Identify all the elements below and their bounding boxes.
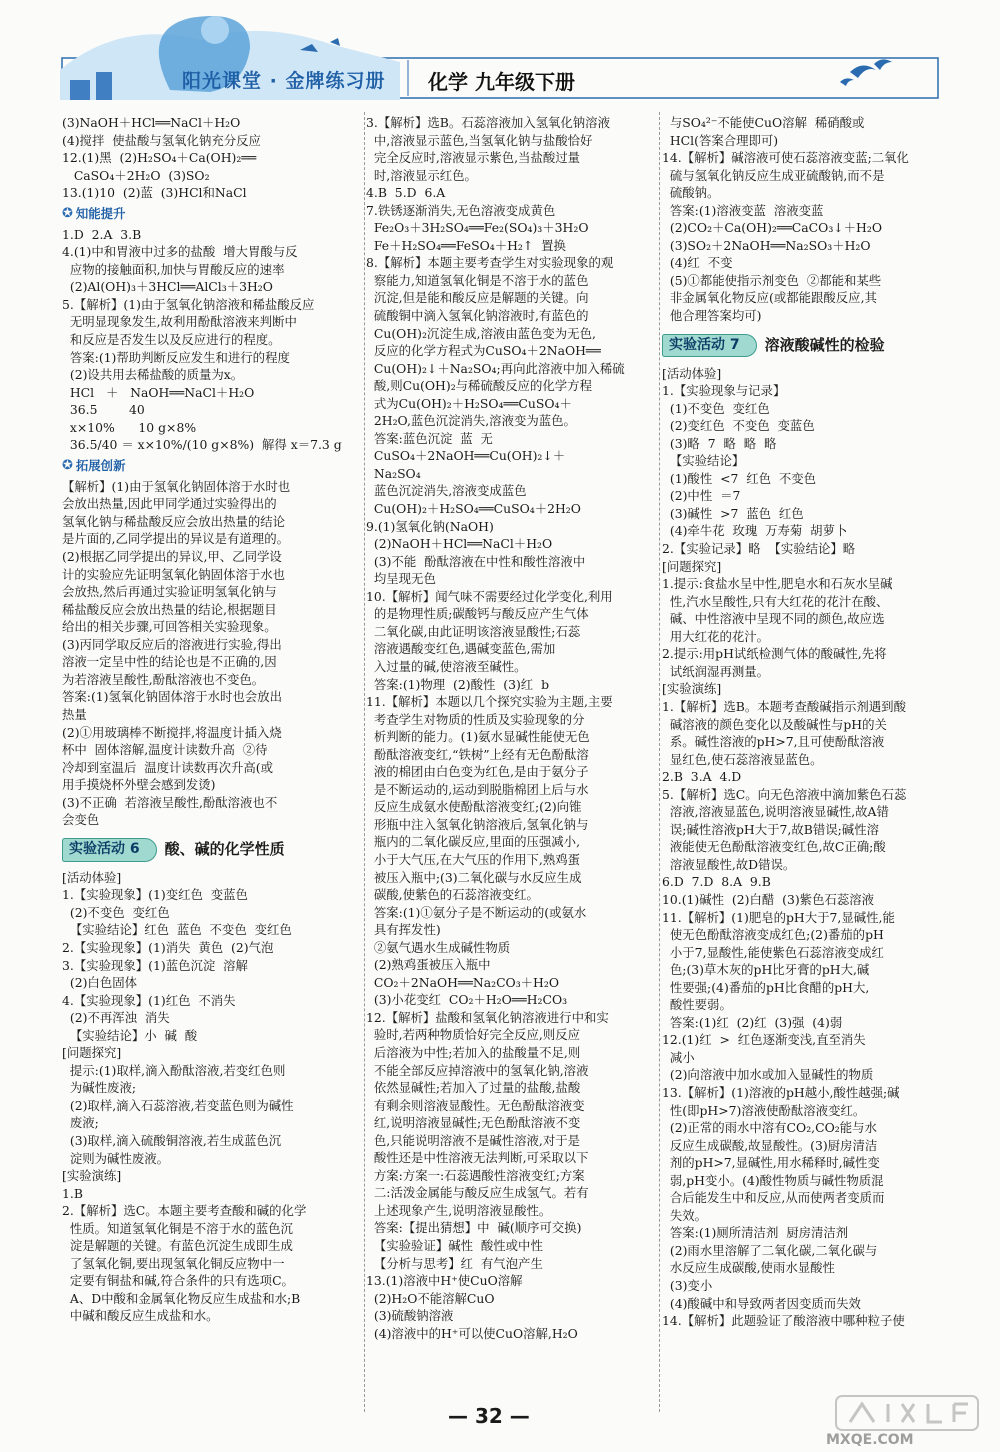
column-divider bbox=[659, 112, 660, 1412]
answer-line: 1.【实验现象与记录】 bbox=[662, 383, 786, 399]
answer-line: 硫酸铜中滴入氢氧化钠溶液时,有蓝色的 bbox=[366, 308, 589, 324]
answer-line: 10.(1)碱性 (2)白醋 (3)紫色石蕊溶液 bbox=[662, 891, 875, 907]
answer-line: [活动体验] bbox=[62, 869, 122, 885]
answer-line: 时,溶液显示红色。 bbox=[366, 167, 477, 183]
answer-line: (4)红 不变 bbox=[662, 255, 733, 271]
answer-line: 给出的相关步骤,可回答相关实验现象。 bbox=[62, 619, 277, 635]
answer-line: 14.【解析】此题验证了酸溶液中哪种粒子使 bbox=[662, 1313, 905, 1329]
answer-line: (3)SO₂＋2NaOH══Na₂SO₃＋H₂O bbox=[662, 237, 871, 253]
answer-line: 稀盐酸反应会放出热量的结论,根据题目 bbox=[62, 601, 277, 617]
section-heading bbox=[62, 203, 364, 225]
answer-line: 被压入瓶中;(3)二氧化碳与水反应生成 bbox=[366, 869, 582, 885]
answer-line: 会变色 bbox=[62, 812, 100, 828]
answer-line: 5.【解析】选C。向无色溶液中滴加紫色石蕊 bbox=[662, 786, 907, 802]
answer-line: 热量 bbox=[62, 706, 87, 722]
answer-line: 无明显现象发生,故利用酚酞溶液来判断中 bbox=[62, 314, 297, 330]
answer-line: 冷却到室温后 温度计读数再次升高(或 bbox=[62, 759, 273, 775]
answer-line: ②氨气遇水生成碱性物质 bbox=[366, 939, 511, 955]
answer-line: Fe＋H₂SO₄══FeSO₄＋H₂↑ 置换 bbox=[366, 237, 566, 253]
header-banner-art bbox=[0, 0, 1000, 112]
answer-line: 答案:(1)物理 (2)酸性 (3)红 b bbox=[366, 676, 550, 692]
answer-line: (2)熟鸡蛋被压入瓶中 bbox=[366, 957, 491, 973]
subject-grade-label: 化学 九年级下册 bbox=[428, 70, 575, 94]
answer-line: 1.【实验现象】(1)变红色 变蓝色 bbox=[62, 887, 248, 903]
answer-line: 酸性还是中性溶液无法判断,可采取以下 bbox=[366, 1150, 589, 1166]
answer-line: 水反应生成碳酸,使雨水显酸性 bbox=[662, 1260, 835, 1276]
answer-line: 6.D 7.D 8.A 9.B bbox=[662, 874, 771, 890]
answer-line: (2)Al(OH)₃＋3HCl══AlCl₃＋3H₂O bbox=[62, 279, 273, 295]
answer-line: 酸,则Cu(OH)₂与稀硫酸反应的化学方程 bbox=[366, 378, 592, 394]
answer-line: (2)CO₂＋Ca(OH)₂══CaCO₃↓＋H₂O bbox=[662, 220, 882, 236]
answer-line: 液能使无色酚酞溶液变红色,故C正确;酸 bbox=[662, 839, 886, 855]
answer-line: (2)不再浑浊 消失 bbox=[62, 1010, 170, 1026]
answer-line: 4.(1)中和胃液中过多的盐酸 增大胃酸与反 bbox=[62, 244, 298, 260]
answer-line: 1.【解析】选B。本题考查酸碱指示剂遇到酸 bbox=[662, 698, 906, 714]
answer-line: (4)酸碱中和导致两者因变质而失效 bbox=[662, 1295, 861, 1311]
answer-line: 反应的化学方程式为CuSO₄＋2NaOH══ bbox=[366, 343, 601, 359]
answer-line: 2.【实验记录】略 【实验结论】略 bbox=[662, 541, 856, 557]
answer-line: 2H₂O,蓝色沉淀消失,溶液变为蓝色。 bbox=[366, 413, 576, 429]
answer-line: 弱,pH变小。(4)酸性物质与碱性物质混 bbox=[662, 1172, 884, 1188]
answer-line: 9.(1)氢氧化钠(NaOH) bbox=[366, 518, 494, 534]
section-heading bbox=[62, 455, 364, 477]
answer-line: 与SO₄²⁻不能使CuO溶解 稀硝酸或 bbox=[662, 115, 865, 130]
answer-line: 13.【解析】(1)溶液的pH越小,酸性越强;碱 bbox=[662, 1084, 900, 1100]
answer-line: 性要强;(4)番茄的pH比食醋的pH大, bbox=[662, 979, 870, 995]
answer-line: 1.提示:食盐水呈中性,肥皂水和石灰水呈碱 bbox=[662, 576, 893, 592]
answer-line: 的是物理性质;碳酸钙与酸反应产生气体 bbox=[366, 606, 589, 622]
answer-line: (1)酸性 <7 红色 不变色 bbox=[662, 470, 817, 486]
activity-badge: 实验活动 7 bbox=[662, 334, 757, 358]
answer-line: Cu(OH)₂↓＋Na₂SO₄;再向此溶液中加入稀硫 bbox=[366, 360, 625, 376]
answer-line: [问题探究] bbox=[662, 558, 722, 574]
answer-line: 碱、中性溶液中呈现不同的颜色,故应选 bbox=[662, 611, 885, 627]
answer-line: 2.B 3.A 4.D bbox=[662, 769, 742, 785]
answer-line: [活动体验] bbox=[662, 365, 722, 381]
answer-line: (2)H₂O不能溶解CuO bbox=[366, 1290, 495, 1306]
answer-line: 杯中 固体溶解,温度计读数升高 ②待 bbox=[62, 742, 268, 758]
answer-line: 他合理答案均可) bbox=[662, 308, 762, 324]
answer-line: 试纸润湿再测量。 bbox=[662, 663, 770, 679]
answer-line: 液的棉团由白色变为红色,是由于氨分子 bbox=[366, 764, 589, 780]
answer-line: 【分析与思考】红 有气泡产生 bbox=[366, 1255, 543, 1271]
answer-line: (2)雨水里溶解了二氧化碳,二氧化碳与 bbox=[662, 1242, 878, 1258]
answer-line: 废液; bbox=[62, 1115, 99, 1131]
answer-line: 10.【解析】闻气味不需要经过化学变化,利用 bbox=[366, 588, 613, 604]
answer-column-1 bbox=[62, 114, 364, 1325]
answer-line: 色;(3)草木灰的pH比牙膏的pH大,碱 bbox=[662, 962, 870, 978]
answer-line: 是片面的,乙同学提出的异议是有道理的。 bbox=[62, 531, 289, 547]
star-icon: ✪ bbox=[62, 205, 73, 221]
answer-line: 答案:(1)帮助判断反应发生和进行的程度 bbox=[62, 349, 290, 365]
answer-line: (3)不能 酚酞溶液在中性和酸性溶液中 bbox=[366, 553, 586, 569]
answer-line: 式为Cu(OH)₂＋H₂SO₄══CuSO₄＋ bbox=[366, 395, 572, 411]
answer-line: 碳酸,使紫色的石蕊溶液变红。 bbox=[366, 887, 539, 903]
answer-line: 二:活泼金属能与酸反应生成氢气。若有 bbox=[366, 1185, 589, 1201]
answer-line: 13.(1)溶液中H⁺使CuO溶解 bbox=[366, 1273, 523, 1289]
answer-line: 溶液遇酸变红色,遇碱变蓝色,需加 bbox=[366, 641, 556, 657]
answer-line: [实验演练] bbox=[62, 1168, 122, 1184]
answer-line: 酸性要弱。 bbox=[662, 997, 732, 1013]
answer-line: 方案:方案一:石蕊遇酸性溶液变红;方案 bbox=[366, 1167, 585, 1183]
answer-line: CaSO₄＋2H₂O (3)SO₂ bbox=[62, 167, 210, 183]
answer-line: 误;碱性溶液pH大于7,故B错误;碱性溶 bbox=[662, 821, 879, 837]
answer-line: (2)向溶液中加水或加入显碱性的物质 bbox=[662, 1067, 874, 1083]
answer-line: (2)不变色 变红色 bbox=[62, 904, 170, 920]
answer-line: 上述现象产生,说明溶液显酸性。 bbox=[366, 1202, 552, 1218]
answer-line: CO₂＋2NaOH══Na₂CO₃＋H₂O bbox=[366, 974, 559, 990]
answer-line: Cu(OH)₂＋H₂SO₄══CuSO₄＋2H₂O bbox=[366, 501, 581, 517]
answer-line: CuSO₄＋2NaOH══Cu(OH)₂↓＋ bbox=[366, 448, 566, 464]
answer-line: Fe₂O₃＋3H₂SO₄══Fe₂(SO₄)₃＋3H₂O bbox=[366, 220, 589, 236]
page-number: — 32 — bbox=[448, 1404, 530, 1428]
answer-line: (3)略 7 略 略 略 bbox=[662, 435, 777, 451]
answer-line: 答案:(1)溶液变蓝 溶液变蓝 bbox=[662, 202, 824, 218]
answer-line: 形瓶中注入氢氧化钠溶液后,氢氧化钠与 bbox=[366, 816, 589, 832]
answer-line: 硫与氢氧化钠反应生成亚硫酸钠,而不是 bbox=[662, 167, 885, 183]
answer-line: x×10% 10 g×8% bbox=[62, 419, 197, 435]
section-heading-label: 拓展创新 bbox=[75, 458, 126, 474]
answer-line: Cu(OH)₂沉淀生成,溶液由蓝色变为无色, bbox=[366, 325, 596, 341]
answer-line: 提示:(1)取样,滴入酚酞溶液,若变红色则 bbox=[62, 1062, 286, 1078]
answer-line: 计的实验应先证明氢氧化钠固体溶于水也 bbox=[62, 566, 286, 582]
answer-line: 均呈现无色 bbox=[366, 571, 436, 587]
answer-line: 8.【解析】本题主要考查学生对实验现象的观 bbox=[366, 255, 614, 271]
answer-line: 显红色,使石蕊溶液显蓝色。 bbox=[662, 751, 823, 767]
answer-line: 不能全部反应掉溶液中的氢氧化钠,溶液 bbox=[366, 1062, 589, 1078]
answer-line: 沉淀,但是能和酸反应是解题的关键。向 bbox=[366, 290, 589, 306]
answer-line: 为若溶液呈酸性,酚酞溶液也不变色。 bbox=[62, 671, 265, 687]
answer-line: 【实验结论】 bbox=[662, 453, 745, 469]
answer-line: (2)变红色 不变色 变蓝色 bbox=[662, 418, 815, 434]
answer-line: 3.【解析】选B。石蕊溶液加入氢氧化钠溶液 bbox=[366, 115, 610, 130]
star-icon: ✪ bbox=[62, 458, 73, 474]
answer-line: 溶液一定呈中性的结论也是不正确的,因 bbox=[62, 654, 277, 670]
answer-line: 完全反应时,溶液显示紫色,当盐酸过量 bbox=[366, 150, 581, 166]
answer-line: Na₂SO₄ bbox=[366, 465, 421, 481]
answer-line: 应物的接触面积,加快与胃酸反应的速率 bbox=[62, 261, 285, 277]
answer-line: 12.(1)黑 (2)H₂SO₄＋Ca(OH)₂══ bbox=[62, 150, 257, 166]
answer-line: 2.【解析】选C。本题主要考查酸和碱的化学 bbox=[62, 1203, 307, 1219]
answer-line: (3)硫酸钠溶液 bbox=[366, 1308, 454, 1324]
answer-line: 14.【解析】碱溶液可使石蕊溶液变蓝;二氧化 bbox=[662, 150, 909, 166]
answer-line: HCl ＋ NaOH══NaCl＋H₂O bbox=[62, 384, 255, 400]
answer-line: 失效。 bbox=[662, 1207, 708, 1223]
answer-line: (2)根据乙同学提出的异议,甲、乙同学设 bbox=[62, 549, 282, 565]
answer-line: 氢氧化钠与稀盐酸反应会放出热量的结论 bbox=[62, 513, 286, 529]
answer-line: 中,溶液显示蓝色,当氢氧化钠与盐酸恰好 bbox=[366, 132, 593, 148]
answer-line: 12.【解析】盐酸和氢氧化钠溶液进行中和实 bbox=[366, 1009, 609, 1025]
answer-line: 考查学生对物质的性质及实验现象的分 bbox=[366, 711, 585, 727]
answer-line: 非金属氧化物反应(或都能跟酸反应,其 bbox=[662, 290, 877, 306]
answer-line: 具有挥发性) bbox=[366, 922, 441, 938]
answer-line: 使无色酚酞溶液变成红色;(2)番茄的pH bbox=[662, 927, 884, 943]
activity-title: 溶液酸碱性的检验 bbox=[764, 335, 885, 354]
answer-line: 11.【解析】本题以几个探究实验为主题,主要 bbox=[366, 694, 613, 710]
answer-line: 中碱和酸反应生成盐和水。 bbox=[62, 1308, 219, 1324]
answer-line: 【实验结论】红色 蓝色 不变色 变红色 bbox=[62, 922, 292, 938]
activity-heading bbox=[62, 835, 364, 865]
answer-line: HCl(答案合理即可) bbox=[662, 132, 779, 148]
answer-line: 小于大气压,在大气压的作用下,熟鸡蛋 bbox=[366, 851, 581, 867]
answer-line: [实验演练] bbox=[662, 681, 722, 697]
answer-line: 【解析】(1)由于氢氧化钠固体溶于水时也 bbox=[62, 478, 291, 494]
answer-line: 3.【实验现象】(1)蓝色沉淀 溶解 bbox=[62, 957, 248, 973]
answer-line: [问题探究] bbox=[62, 1045, 122, 1061]
page-header bbox=[0, 0, 1000, 112]
answer-line: (3)丙同学取反应后的溶液进行实验,得出 bbox=[62, 636, 282, 652]
answer-line: 入过量的碱,使溶液至碱性。 bbox=[366, 658, 527, 674]
answer-line: 为碱性废液; bbox=[62, 1080, 137, 1096]
answer-line: (4)搅拌 使盐酸与氢氧化钠充分反应 bbox=[62, 132, 261, 148]
answer-line: 淀则为碱性废液。 bbox=[62, 1150, 170, 1166]
answer-line: 有剩余则溶液显酸性。无色酚酞溶液变 bbox=[366, 1097, 585, 1113]
answer-line: (3)NaOH＋HCl══NaCl＋H₂O bbox=[62, 115, 241, 130]
answer-line: (2)NaOH＋HCl══NaCl＋H₂O bbox=[366, 536, 553, 552]
answer-line: 系。碱性溶液的pH>7,且可使酚酞溶液 bbox=[662, 734, 885, 750]
answer-line: 和反应是否发生以及反应进行的程度。 bbox=[62, 332, 281, 348]
answer-line: 会放热,然后再通过实验证明氢氧化钠与 bbox=[62, 584, 277, 600]
answer-line: 合后能发生中和反应,从而使两者变质而 bbox=[662, 1190, 885, 1206]
answer-line: (3)小花变红 CO₂＋H₂O══H₂CO₃ bbox=[366, 992, 568, 1008]
answer-line: 酚酞溶液变红,“铁树”上经有无色酚酞溶 bbox=[366, 746, 589, 762]
section-heading-label: 知能提升 bbox=[75, 205, 126, 221]
answer-line: 5.【解析】(1)由于氢氧化钠溶液和稀盐酸反应 bbox=[62, 296, 315, 312]
answer-line: 溶液显酸性,故D错误。 bbox=[662, 856, 796, 872]
answer-line: (4)溶液中的H⁺可以使CuO溶解,H₂O bbox=[366, 1325, 578, 1341]
activity-title: 酸、碱的化学性质 bbox=[164, 840, 285, 858]
answer-line: 13.(1)10 (2)蓝 (3)HCl和NaCl bbox=[62, 185, 247, 201]
answer-line: 小于7,显酸性,能使紫色石蕊溶液变成红 bbox=[662, 944, 884, 960]
answer-line: 瓶内的二氧化碳反应,里面的压强减小, bbox=[366, 834, 581, 850]
answer-line: 答案:(1)氢氧化钠固体溶于水时也会放出 bbox=[62, 689, 282, 705]
answer-line: 答案:(1)厕所清洁剂 厨房清洁剂 bbox=[662, 1225, 849, 1241]
answer-line: 答案:【提出猜想】中 碱(顺序可交换) bbox=[366, 1220, 582, 1236]
answer-line: 是不断运动的,运动到脱脂棉团上后与水 bbox=[366, 781, 589, 797]
answer-line: (4)牵牛花 玫瑰 万寿菊 胡萝卜 bbox=[662, 523, 848, 539]
answer-line: 答案:(1)①氨分子是不断运动的(或氨水 bbox=[366, 904, 587, 920]
activity-badge: 实验活动 6 bbox=[62, 838, 157, 862]
answer-line: 验时,若两种物质恰好完全反应,则反应 bbox=[366, 1027, 581, 1043]
answer-line: 了氢氧化铜,要出现氢氧化铜反应物中一 bbox=[62, 1255, 285, 1271]
answer-line: (1)不变色 变红色 bbox=[662, 400, 770, 416]
answer-line: 4.【实验现象】(1)红色 不消失 bbox=[62, 992, 236, 1008]
answer-line: 溶液,溶液显蓝色,说明溶液显碱性,故A错 bbox=[662, 804, 889, 820]
answer-line: 12.(1)红 > 红色逐渐变浅,直至消失 bbox=[662, 1032, 866, 1048]
answer-line: 会放出热量,因此甲同学通过实验得出的 bbox=[62, 496, 277, 512]
series-title: 阳光课堂 · 金牌练习册 bbox=[182, 70, 386, 92]
answer-line: (5)①都能使指示剂变色 ②都能和某些 bbox=[662, 272, 882, 288]
answer-line: 析判断的能力。(1)氨水显碱性能使无色 bbox=[366, 729, 590, 745]
answer-line: (3)碱性 >7 蓝色 红色 bbox=[662, 505, 804, 521]
answer-line: (3)取样,滴入硫酸铜溶液,若生成蓝色沉 bbox=[62, 1132, 282, 1148]
answer-line: (3)变小 bbox=[662, 1278, 713, 1293]
answer-line: 定要有铜盐和碱,符合条件的只有选项C。 bbox=[62, 1273, 294, 1289]
answer-line: 36.5 40 bbox=[62, 402, 145, 418]
answer-line: 7.铁锈逐渐消失,无色溶液变成黄色 bbox=[366, 202, 556, 218]
answer-line: 11.【解析】(1)肥皂的pH大于7,显碱性,能 bbox=[662, 909, 895, 925]
answer-line: 碱溶液的颜色变化以及酸碱性与pH的关 bbox=[662, 716, 887, 732]
answer-line: 蓝色沉淀消失,溶液变成蓝色 bbox=[366, 483, 527, 499]
answer-line: 答案:蓝色沉淀 蓝 无 bbox=[366, 430, 493, 446]
answer-line: 1.B bbox=[62, 1185, 83, 1201]
answer-line: 依然显碱性;若加入了过量的盐酸,盐酸 bbox=[366, 1080, 581, 1096]
answer-line: 性质。知道氢氧化铜是不溶于水的蓝色沉 bbox=[62, 1220, 293, 1236]
answer-line: 淀是解题的关键。有蓝色沉淀生成即生成 bbox=[62, 1238, 293, 1254]
column-divider bbox=[364, 112, 365, 1412]
answer-line: (2)①用玻璃棒不断搅拌,将温度计插入烧 bbox=[62, 724, 282, 740]
answer-column-3 bbox=[662, 114, 962, 1330]
answer-line: (2)取样,滴入石蕊溶液,若变蓝色则为碱性 bbox=[62, 1097, 294, 1113]
answer-line: 性,汽水呈酸性,只有大红花的花汁在酸、 bbox=[662, 593, 889, 609]
answer-line: 性(即pH>7)溶液使酚酞溶液变红。 bbox=[662, 1102, 866, 1118]
answer-line: A、D中酸和金属氧化物反应生成盐和水;B bbox=[62, 1290, 301, 1306]
activity-heading bbox=[662, 331, 962, 361]
answer-line: (3)不正确 若溶液呈酸性,酚酞溶液也不 bbox=[62, 794, 278, 810]
answer-line: 用手摸烧杯外壁会感到发烫) bbox=[62, 777, 216, 793]
answer-line: 色,只能说明溶液不是碱性溶液,对于是 bbox=[366, 1132, 581, 1148]
answer-line: 【实验验证】碱性 酸性或中性 bbox=[366, 1238, 543, 1253]
answer-line: 2.提示:用pH试纸检测气体的酸碱性,先将 bbox=[662, 646, 887, 662]
answer-line: 4.B 5.D 6.A bbox=[366, 185, 446, 201]
answer-line: 后溶液为中性;若加入的盐酸量不足,则 bbox=[366, 1044, 581, 1060]
answer-line: (2)设共用去稀盐酸的质量为x。 bbox=[62, 367, 244, 383]
answer-line: 答案:(1)红 (2)红 (3)强 (4)弱 bbox=[662, 1014, 843, 1030]
answer-line: 2.【实验现象】(1)消失 黄色 (2)气泡 bbox=[62, 939, 274, 955]
answer-line: 反应生成氨水使酚酞溶液变红;(2)向锥 bbox=[366, 799, 582, 815]
watermark-text: MXQE.COM bbox=[826, 1432, 914, 1448]
answer-line: 硫酸钠。 bbox=[662, 185, 720, 201]
answer-column-2 bbox=[366, 114, 656, 1342]
answer-line: 二氧化碳,由此证明该溶液显酸性;石蕊 bbox=[366, 623, 581, 639]
answer-line: 察能力,知道氢氧化铜是不溶于水的蓝色 bbox=[366, 272, 589, 288]
answer-line: (2)白色固体 bbox=[62, 975, 137, 991]
answer-line: 36.5/40 ＝ x×10%/(10 g×8%) 解得 x＝7.3 g bbox=[62, 437, 342, 453]
answer-line: 1.D 2.A 3.B bbox=[62, 226, 142, 242]
answer-line: 用大红花的花汁。 bbox=[662, 628, 770, 644]
answer-line: (2)正常的雨水中溶有CO₂,CO₂能与水 bbox=[662, 1120, 877, 1136]
answer-line: 反应生成碳酸,故显酸性。(3)厨房清洁 bbox=[662, 1137, 878, 1153]
answer-line: (2)中性 ＝7 bbox=[662, 488, 741, 504]
answer-line: 【实验结论】小 碱 酸 bbox=[62, 1027, 198, 1043]
answer-line: 剂的pH>7,显碱性,用水稀释时,碱性变 bbox=[662, 1155, 880, 1171]
answer-line: 红,说明溶液显碱性;无色酚酞溶液不变 bbox=[366, 1115, 581, 1131]
answer-line: 减小 bbox=[662, 1049, 695, 1065]
